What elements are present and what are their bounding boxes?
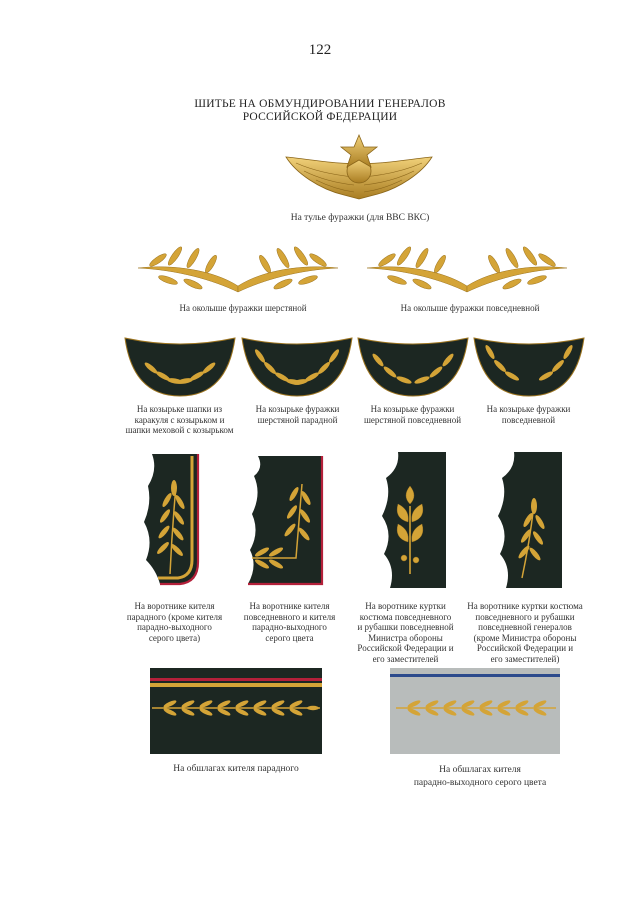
page-number: 122 — [308, 42, 332, 58]
cuff-parade — [150, 668, 322, 754]
visor-daily — [472, 336, 586, 398]
laurel-branches-daily — [362, 240, 572, 300]
caption-visor-shapka: На козырьке шапки из каракуля с козырьком и шапки меховой с козырьком — [125, 404, 234, 435]
caption-visor-wool-daily: На козырьке фуражки шерстяной повседневной — [363, 404, 462, 425]
caption-collar-jacket-minister: На воротнике куртки костюма повседневного и рубашки повседневной Министра обороны Российской Федерации и его заместителей — [357, 601, 454, 664]
caption-tulya: На тулье фуражки (для ВВС ВКС) — [290, 213, 430, 223]
caption-collar-parade: На воротнике кителя парадного (кроме кителя парадно-выходного серого цвета) — [126, 601, 223, 643]
caption-okolysh-wool: На околыше фуражки шерстяной — [179, 303, 307, 313]
visor-wool-parade — [240, 336, 354, 398]
collar-parade — [140, 450, 200, 590]
visor-shapka — [123, 336, 237, 398]
caption-collar-jacket-generals: На воротнике куртки костюма повседневного и рубашки повседневной генералов (кроме Министра обороны Российской Федерации и его заместителей) — [467, 601, 583, 664]
cuff-grey — [390, 668, 560, 754]
caption-collar-daily: На воротнике кителя повседневного и кителя парадно-выходного серого цвета — [243, 601, 336, 643]
title-line-1: ШИТЬЕ НА ОБМУНДИРОВАНИИ ГЕНЕРАЛОВ — [194, 98, 446, 110]
page-title — [150, 98, 490, 124]
winged-star-emblem — [284, 133, 434, 205]
title-line-2: РОССИЙСКОЙ ФЕДЕРАЦИИ — [242, 111, 398, 123]
caption-okolysh-daily: На околыше фуражки повседневной — [400, 303, 540, 313]
collar-jacket-minister — [372, 450, 448, 590]
laurel-branches-wool — [133, 240, 343, 300]
caption-visor-wool-parade: На козырьке фуражки шерстяной парадной — [255, 404, 340, 425]
caption-cuff-grey: На обшлагах кителя парадно-выходного серого цвета — [413, 765, 547, 788]
collar-daily — [244, 454, 324, 588]
collar-jacket-generals — [488, 450, 564, 590]
caption-cuff-parade: На обшлагах кителя парадного — [173, 764, 299, 774]
visor-wool-daily — [356, 336, 470, 398]
caption-visor-daily: На козырьке фуражки повседневной — [486, 404, 571, 425]
